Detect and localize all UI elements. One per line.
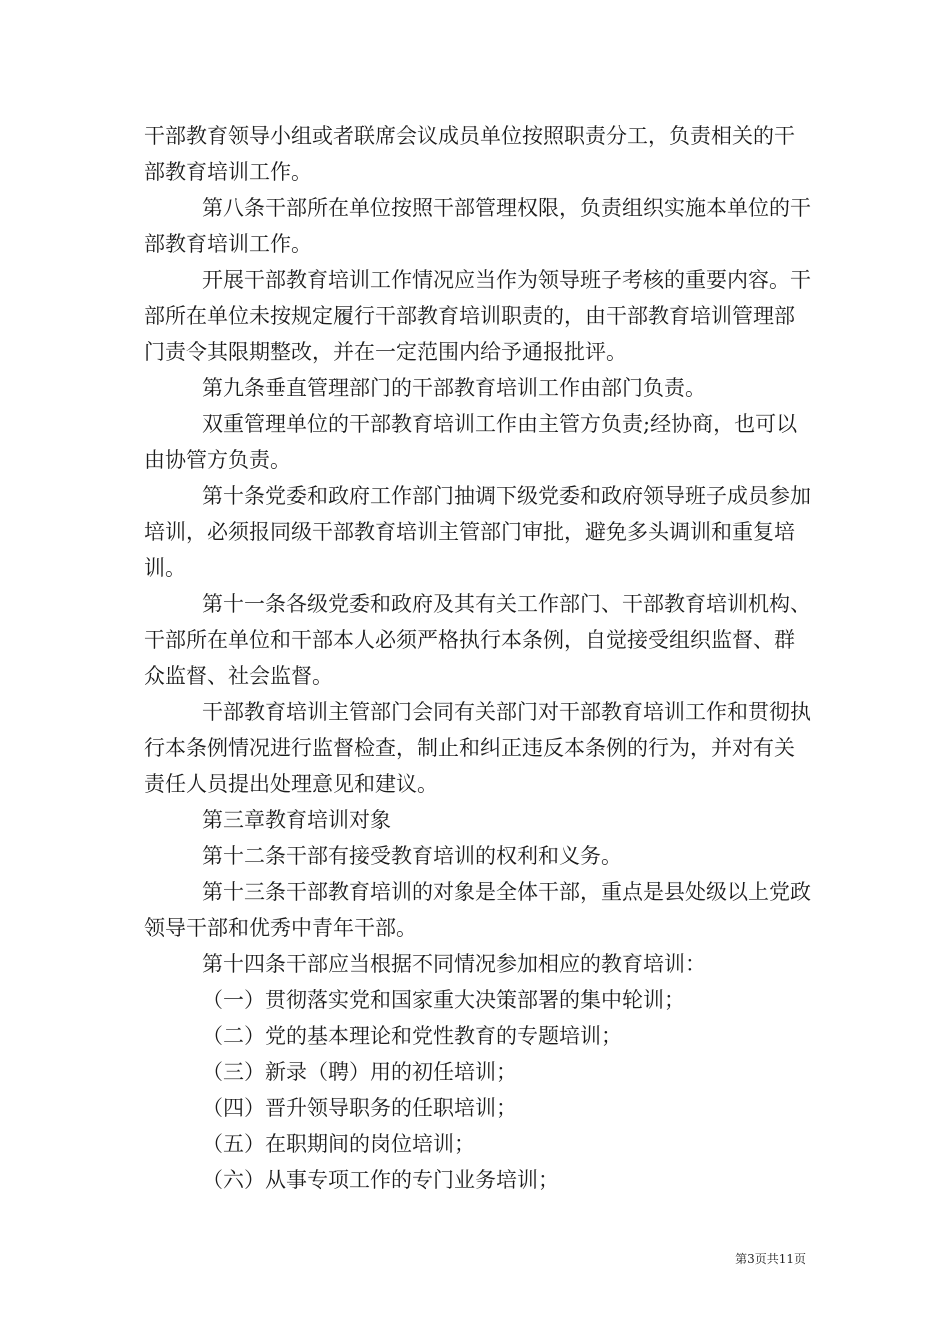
page-number: 第3页共11页 <box>735 1252 806 1266</box>
paragraph-article-14: 第十四条干部应当根据不同情况参加相应的教育培训： <box>202 952 706 976</box>
list-item: （二）党的基本理论和党性教育的专题培训； <box>202 1024 622 1048</box>
paragraph: 干部教育领导小组或者联席会议成员单位按照职责分工，负责相关的干部教育培训工作。 <box>144 124 795 184</box>
paragraph-article-13: 第十三条干部教育培训的对象是全体干部，重点是县处级以上党政领导干部和优秀中青年干部。 <box>144 880 811 940</box>
list-item: （五）在职期间的岗位培训； <box>202 1132 475 1156</box>
paragraph: 开展干部教育培训工作情况应当作为领导班子考核的重要内容。干部所在单位未按规定履行干部教育培训职责的，由干部教育培训管理部门责令其限期整改，并在一定范围内给予通报批评。 <box>144 268 811 364</box>
paragraph-article-11: 第十一条各级党委和政府及其有关工作部门、干部教育培训机构、干部所在单位和干部本人必须严格执行本条例，自觉接受组织监督、群众监督、社会监督。 <box>144 592 811 688</box>
list-item: （四）晋升领导职务的任职培训； <box>202 1096 517 1120</box>
paragraph-article-12: 第十二条干部有接受教育培训的权利和义务。 <box>202 844 622 868</box>
list-item: （一）贯彻落实党和国家重大决策部署的集中轮训； <box>202 988 685 1012</box>
paragraph-article-10: 第十条党委和政府工作部门抽调下级党委和政府领导班子成员参加培训，必须报同级干部教育培训主管部门审批，避免多头调训和重复培训。 <box>144 484 811 580</box>
list-item: （六）从事专项工作的专门业务培训； <box>202 1168 559 1192</box>
document-body <box>144 118 812 1198</box>
chapter-heading: 第三章教育培训对象 <box>202 808 391 832</box>
paragraph-article-8: 第八条干部所在单位按照干部管理权限，负责组织实施本单位的干部教育培训工作。 <box>144 196 811 256</box>
paragraph-article-9: 第九条垂直管理部门的干部教育培训工作由部门负责。 <box>202 376 706 400</box>
paragraph: 干部教育培训主管部门会同有关部门对干部教育培训工作和贯彻执行本条例情况进行监督检查，制止和纠正违反本条例的行为，并对有关责任人员提出处理意见和建议。 <box>144 700 811 796</box>
list-item: （三）新录（聘）用的初任培训； <box>202 1060 517 1084</box>
paragraph: 双重管理单位的干部教育培训工作由主管方负责;经协商，也可以由协管方负责。 <box>144 412 798 472</box>
